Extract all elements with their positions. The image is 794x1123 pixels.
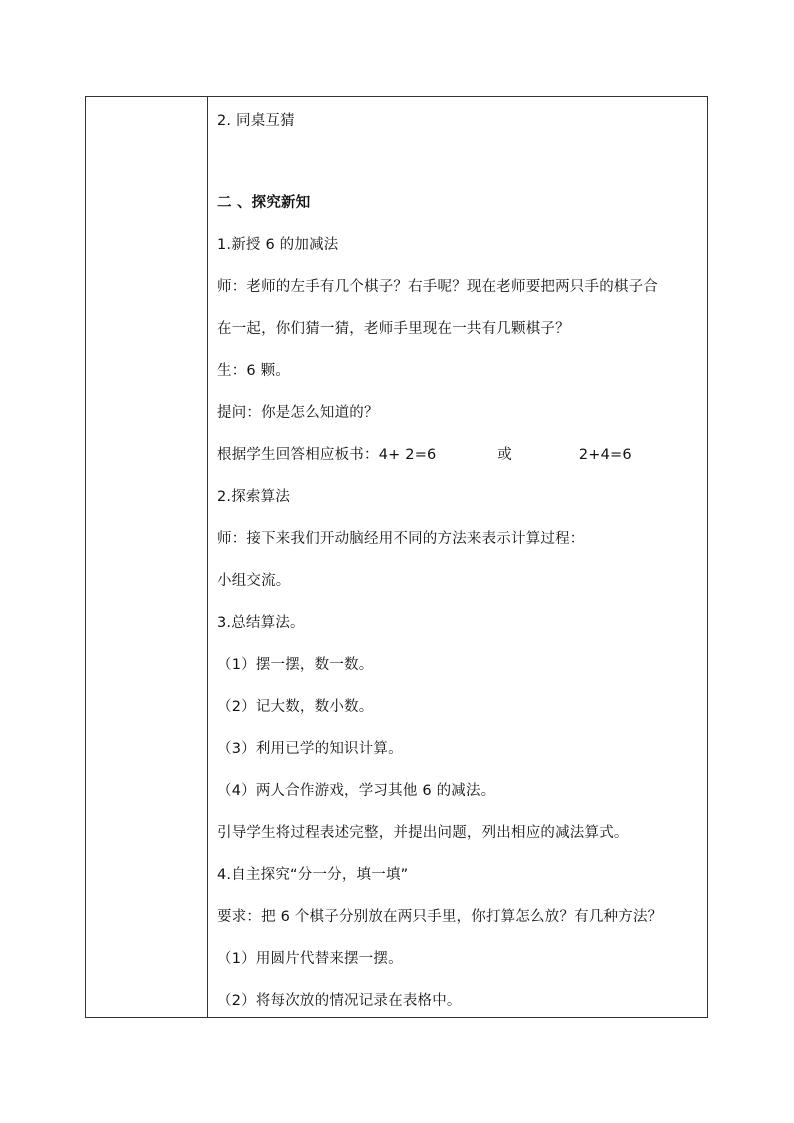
line-step-4: （4）两人合作游戏，学习其他 6 的减法。	[217, 783, 496, 799]
left-empty-cell	[86, 97, 207, 1017]
line-step-3: （3）利用已学的知识计算。	[217, 741, 403, 757]
line-teacher-question-2: 在一起，你们猜一猜，老师手里现在一共有几颗棋子？	[217, 321, 570, 337]
line-teacher-question-1: 师：老师的左手有几个棋子？右手呢？现在老师要把两只手的棋子合	[217, 279, 658, 295]
lesson-table	[85, 96, 708, 1018]
content-cell	[208, 97, 707, 1017]
line-teacher-next: 师：接下来我们开动脑经用不同的方法来表示计算过程：	[217, 531, 585, 547]
line-step-1: （1）摆一摆，数一数。	[217, 657, 374, 673]
line-board-writing	[217, 445, 632, 465]
line-desk-guess: 2. 同桌互猜	[217, 113, 295, 129]
section-heading-explore: 二 、探究新知	[217, 195, 311, 211]
line-requirement: 要求：把 6 个棋子分别放在两只手里，你打算怎么放？有几种方法？	[217, 909, 663, 925]
line-sub-2: （2）将每次放的情况记录在表格中。	[217, 993, 462, 1009]
line-explore-method: 2.探索算法	[217, 489, 291, 505]
line-ask: 提问：你是怎么知道的？	[217, 405, 379, 421]
board-prefix: 根据学生回答相应板书：4+ 2=6	[217, 447, 437, 463]
line-sub-1: （1）用圆片代替来摆一摆。	[217, 951, 403, 967]
line-step-2: （2）记大数，数小数。	[217, 699, 374, 715]
line-student-answer: 生：6 颗。	[217, 363, 291, 379]
line-group-discuss: 小组交流。	[217, 573, 291, 589]
board-connector: 或	[497, 447, 512, 463]
line-new-teach: 1.新授 6 的加减法	[217, 237, 339, 253]
line-summarize: 3.总结算法。	[217, 615, 305, 631]
line-guide: 引导学生将过程表述完整，并提出问题，列出相应的减法算式。	[217, 825, 629, 841]
board-alt-formula: 2+4=6	[578, 447, 632, 463]
line-self-explore: 4.自主探究“分一分，填一填”	[217, 867, 409, 883]
